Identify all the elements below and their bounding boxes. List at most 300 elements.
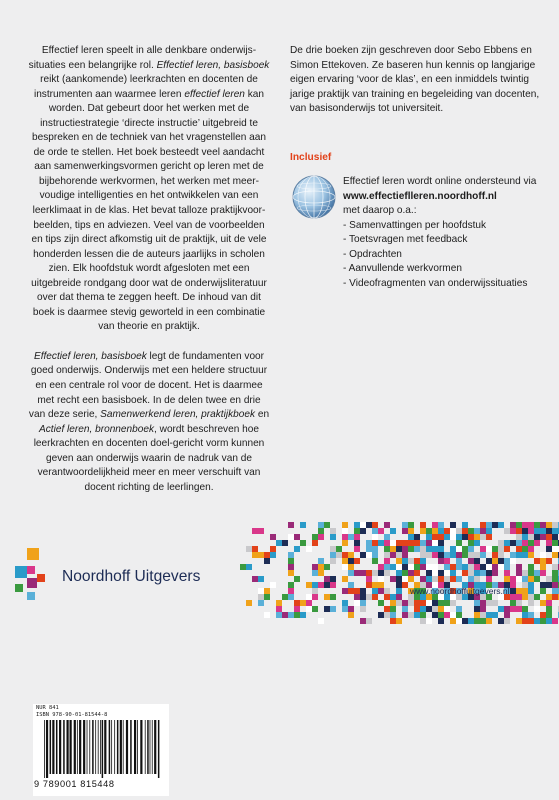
mosaic-tile — [528, 618, 534, 624]
mosaic-tile — [384, 540, 390, 546]
barcode-bar — [147, 720, 149, 774]
mosaic-tile — [534, 534, 540, 540]
mosaic-tile — [360, 606, 366, 612]
online-intro: Effectief leren wordt online ondersteund via — [343, 176, 537, 187]
mosaic-tile — [462, 546, 468, 552]
p2-run: Effectief leren, basisboek — [33, 350, 147, 362]
barcode-bar — [145, 720, 146, 774]
mosaic-tile — [480, 534, 486, 540]
mosaic-tile — [528, 540, 534, 546]
mosaic-tile — [294, 612, 300, 618]
mosaic-tile — [396, 576, 402, 582]
mosaic-tile — [540, 612, 546, 618]
mosaic-tile — [408, 546, 414, 552]
mosaic-tile — [306, 582, 312, 588]
mosaic-tile — [528, 600, 534, 606]
mosaic-tile — [408, 540, 414, 546]
mosaic-tile — [324, 564, 330, 570]
mosaic-tile — [438, 534, 444, 540]
mosaic-tile — [540, 534, 546, 540]
mosaic-tile — [288, 612, 294, 618]
mosaic-tile — [330, 558, 336, 564]
mosaic-tile — [360, 552, 366, 558]
mosaic-tile — [342, 552, 348, 558]
mosaic-tile — [504, 570, 510, 576]
mosaic-tile — [516, 534, 522, 540]
mosaic-tile — [498, 606, 504, 612]
mosaic-tile — [258, 528, 264, 534]
globe-icon — [290, 173, 338, 221]
mosaic-tile — [402, 546, 408, 552]
mosaic-tile — [528, 522, 534, 528]
mosaic-tile — [468, 570, 474, 576]
mosaic-tile — [402, 576, 408, 582]
mosaic-tile — [498, 546, 504, 552]
mosaic-tile — [324, 576, 330, 582]
mosaic-tile — [396, 588, 402, 594]
mosaic-tile — [540, 564, 546, 570]
mosaic-tile — [474, 540, 480, 546]
mosaic-tile — [546, 606, 552, 612]
mosaic-tile — [474, 576, 480, 582]
mosaic-tile — [468, 546, 474, 552]
mosaic-tile — [378, 612, 384, 618]
mosaic-tile — [510, 576, 516, 582]
mosaic-tile — [462, 522, 468, 528]
mosaic-tile — [432, 540, 438, 546]
mosaic-tile — [546, 528, 552, 534]
mosaic-tile — [456, 564, 462, 570]
mosaic-tile — [492, 552, 498, 558]
barcode-bar — [104, 720, 106, 774]
barcode-bar — [158, 720, 160, 778]
mosaic-tile — [390, 564, 396, 570]
mosaic-tile — [510, 582, 516, 588]
mosaic-tile — [432, 552, 438, 558]
mosaic-tile — [492, 600, 498, 606]
mosaic-tile — [360, 588, 366, 594]
mosaic-tile — [390, 594, 396, 600]
mosaic-tile — [552, 576, 558, 582]
mosaic-tile — [522, 618, 528, 624]
mosaic-tile — [522, 606, 528, 612]
mosaic-tile — [396, 582, 402, 588]
mosaic-tile — [396, 594, 402, 600]
mosaic-tile — [378, 570, 384, 576]
barcode-digits: 9 789001 815448 — [34, 779, 115, 789]
mosaic-tile — [522, 534, 528, 540]
mosaic-tile — [414, 600, 420, 606]
mosaic-tile — [444, 558, 450, 564]
mosaic-tile — [288, 522, 294, 528]
mosaic-tile — [258, 552, 264, 558]
mosaic-tile — [366, 576, 372, 582]
mosaic-tile — [516, 594, 522, 600]
mosaic-tile — [468, 576, 474, 582]
mosaic-tile — [540, 552, 546, 558]
mosaic-tile — [342, 606, 348, 612]
mosaic-tile — [390, 618, 396, 624]
mosaic-tile — [396, 564, 402, 570]
mosaic-tile — [252, 552, 258, 558]
mosaic-tile — [492, 558, 498, 564]
barcode-bar — [117, 720, 119, 774]
mosaic-tile — [402, 582, 408, 588]
mosaic-tile — [414, 612, 420, 618]
barcode-bar — [59, 720, 61, 774]
mosaic-tile — [528, 588, 534, 594]
mosaic-tile — [516, 600, 522, 606]
publisher-name: Noordhoff Uitgevers — [62, 568, 201, 585]
mosaic-tile — [318, 528, 324, 534]
mosaic-tile — [276, 612, 282, 618]
mosaic-tile — [396, 600, 402, 606]
mosaic-tile — [516, 588, 522, 594]
mosaic-tile — [438, 528, 444, 534]
mosaic-tile — [540, 582, 546, 588]
mosaic-tile — [282, 540, 288, 546]
mosaic-tile — [300, 540, 306, 546]
mosaic-tile — [462, 618, 468, 624]
mosaic-tile — [396, 618, 402, 624]
mosaic-tile — [552, 546, 558, 552]
online-support — [343, 175, 553, 291]
mosaic-tile — [522, 552, 528, 558]
mosaic-tile — [522, 570, 528, 576]
mosaic-tile — [408, 576, 414, 582]
barcode-bar — [111, 720, 112, 774]
mosaic-tile — [354, 528, 360, 534]
mosaic-tile — [270, 546, 276, 552]
mosaic-tile — [450, 528, 456, 534]
mosaic-tile — [468, 564, 474, 570]
mosaic-tile — [546, 576, 552, 582]
mosaic-tile — [414, 570, 420, 576]
mosaic-tile — [294, 576, 300, 582]
mosaic-tile — [510, 552, 516, 558]
mosaic-tile — [546, 594, 552, 600]
mosaic-tile — [450, 522, 456, 528]
mosaic-tile — [552, 582, 558, 588]
mosaic-tile — [516, 576, 522, 582]
p1-run: kan worden. Dat gebeurt door het werken met de instructiestrategie ‘directe instructie’ uitgebreid te bespreken en de techniek van het vragenstellen aan de orde te stellen. Het boek besteedt veel aandacht aan samenwerkingsvormen gericht op leren met de bijbehorende werkvormen, het werken met meer-voudige intelligenties en het ontwikkelen van een leerklimaat in de klas. Het bevat talloze praktijkvoor-beelden, tips en adviezen. Veel van de voorbeelden en tips zijn direct afkomstig uit de praktijk, uit de vele honderden lessen die de auteurs jaarlijks in scholen zien. Elk hoofdstuk wordt afgesloten met een uitgebreide rondgang door wat de onderwijsliteratuur over dat thema te zeggen heeft. De inhoud van dit boek is daarmee stevig geworteld in een combinatie van theorie en praktijk. — [31, 88, 267, 333]
mosaic-tile — [552, 594, 558, 600]
mosaic-tile — [312, 582, 318, 588]
mosaic-tile — [384, 558, 390, 564]
mosaic-tile — [366, 552, 372, 558]
mosaic-tile — [390, 600, 396, 606]
mosaic-tile — [348, 552, 354, 558]
mosaic-tile — [384, 552, 390, 558]
mosaic-tile — [504, 606, 510, 612]
barcode-bar — [87, 720, 88, 774]
mosaic-tile — [516, 540, 522, 546]
mosaic-tile — [402, 522, 408, 528]
mosaic-tile — [534, 618, 540, 624]
mosaic-tile — [438, 570, 444, 576]
mosaic-tile — [276, 600, 282, 606]
mosaic-tile — [414, 540, 420, 546]
mosaic-tile — [402, 540, 408, 546]
mosaic-tile — [486, 564, 492, 570]
mosaic-tile — [522, 582, 528, 588]
mosaic-tile — [252, 528, 258, 534]
mosaic-tile — [480, 600, 486, 606]
mosaic-tile — [348, 534, 354, 540]
mosaic-tile — [504, 612, 510, 618]
mosaic-tile — [354, 588, 360, 594]
mosaic-tile — [492, 612, 498, 618]
mosaic-tile — [432, 606, 438, 612]
mosaic-tile — [366, 570, 372, 576]
mosaic-tile — [546, 618, 552, 624]
mosaic-tile — [366, 522, 372, 528]
mosaic-tile — [318, 564, 324, 570]
mosaic-tile — [522, 546, 528, 552]
online-url-link[interactable]: www.effectieflleren.noordhoff.nl — [343, 190, 497, 202]
mosaic-tile — [444, 534, 450, 540]
mosaic-tile — [330, 594, 336, 600]
mosaic-tile — [390, 540, 396, 546]
mosaic-tile — [372, 582, 378, 588]
mosaic-tile — [534, 570, 540, 576]
barcode-bar — [152, 720, 153, 774]
barcode-bar — [123, 720, 124, 774]
mosaic-tile — [510, 558, 516, 564]
mosaic-tile — [540, 600, 546, 606]
authors-paragraph: De drie boeken zijn geschreven door Sebo Ebbens en Simon Ettekoven. Ze baseren hun kennis op langjarige eigen ervaring ‘voor de klas’, en een inmiddels twintig jarige praktijk van training en begeleiding van docenten, van basisonderwijs tot universiteit. — [290, 45, 540, 115]
mosaic-tile — [282, 612, 288, 618]
mosaic-tile — [510, 528, 516, 534]
mosaic-tile — [414, 564, 420, 570]
mosaic-tile — [264, 588, 270, 594]
mosaic-tile — [372, 546, 378, 552]
mosaic-tile — [324, 594, 330, 600]
mosaic-tile — [456, 576, 462, 582]
mosaic-tile — [288, 582, 294, 588]
mosaic-tile — [534, 594, 540, 600]
mosaic-tile — [402, 600, 408, 606]
feature-list-item: - Aanvullende werkvormen — [343, 262, 553, 277]
mosaic-tile — [348, 588, 354, 594]
mosaic-tile — [516, 564, 522, 570]
mosaic-tile — [372, 540, 378, 546]
mosaic-tile — [384, 570, 390, 576]
mosaic-tile — [522, 540, 528, 546]
mosaic-tile — [264, 558, 270, 564]
mosaic-tile — [366, 582, 372, 588]
mosaic-tile — [462, 552, 468, 558]
mosaic-tile — [426, 570, 432, 576]
mosaic-tile — [360, 570, 366, 576]
mosaic-tile — [486, 522, 492, 528]
mosaic-tile — [246, 564, 252, 570]
publisher-url-link[interactable]: www.noordhoffuitgevers.nl — [410, 586, 510, 596]
mosaic-tile — [360, 522, 366, 528]
mosaic-tile — [312, 594, 318, 600]
mosaic-tile — [318, 582, 324, 588]
mosaic-tile — [270, 582, 276, 588]
mosaic-tile — [372, 534, 378, 540]
barcode-bar — [114, 720, 115, 774]
mosaic-tile — [246, 600, 252, 606]
mosaic-tile — [462, 534, 468, 540]
mosaic-tile — [528, 528, 534, 534]
mosaic-tile — [474, 552, 480, 558]
mosaic-tile — [534, 606, 540, 612]
mosaic-tile — [240, 564, 246, 570]
mosaic-tile — [504, 528, 510, 534]
mosaic-tile — [456, 618, 462, 624]
authors-column — [290, 44, 540, 117]
mosaic-tile — [492, 570, 498, 576]
mosaic-tile — [462, 570, 468, 576]
description-paragraph-1 — [28, 44, 270, 335]
barcode-bar — [95, 720, 96, 774]
mosaic-tile — [306, 600, 312, 606]
mosaic-tile — [264, 552, 270, 558]
mosaic-tile — [474, 528, 480, 534]
mosaic-tile — [474, 606, 480, 612]
noordhoff-logo-icon — [13, 548, 53, 604]
mosaic-tile — [312, 540, 318, 546]
mosaic-tile — [306, 594, 312, 600]
mosaic-tile — [276, 606, 282, 612]
mosaic-tile — [444, 612, 450, 618]
mosaic-tile — [390, 546, 396, 552]
barcode-bar — [137, 720, 138, 774]
mosaic-tile — [288, 534, 294, 540]
barcode-bar — [134, 720, 136, 774]
mosaic-tile — [444, 564, 450, 570]
mosaic-tile — [486, 558, 492, 564]
mosaic-tile — [480, 528, 486, 534]
mosaic-tile — [438, 522, 444, 528]
mosaic-tile — [492, 546, 498, 552]
mosaic-tile — [390, 528, 396, 534]
feature-list — [343, 219, 553, 292]
mosaic-tile — [390, 552, 396, 558]
mosaic-tile — [516, 606, 522, 612]
mosaic-tile — [480, 564, 486, 570]
mosaic-tile — [528, 564, 534, 570]
mosaic-tile — [516, 522, 522, 528]
p1-run: Effectief leren speelt in alle denkbare onderwijs-situaties een belangrijke rol. — [28, 45, 257, 71]
mosaic-tile — [504, 618, 510, 624]
barcode-icon — [44, 720, 162, 778]
p2-run: en — [255, 409, 270, 421]
barcode-bar — [100, 720, 101, 774]
mosaic-tile — [312, 606, 318, 612]
mosaic-tile — [444, 576, 450, 582]
mosaic-tile — [438, 606, 444, 612]
mosaic-tile — [528, 546, 534, 552]
description-column — [28, 44, 270, 510]
mosaic-tile — [372, 558, 378, 564]
mosaic-tile — [342, 528, 348, 534]
mosaic-tile — [426, 618, 432, 624]
mosaic-tile — [540, 588, 546, 594]
mosaic-tile — [474, 558, 480, 564]
mosaic-tile — [258, 588, 264, 594]
mosaic-tile — [420, 546, 426, 552]
mosaic-tile — [288, 570, 294, 576]
mosaic-tile — [420, 552, 426, 558]
p2-run: , wordt beschreven hoe leerkrachten en docenten doel-gericht vorm kunnen geven aan onderwijs waarin de nadruk van de verantwoordelijkheid meer en meer verschuift van docent richting de leerlingen. — [33, 423, 265, 493]
mosaic-tile — [366, 546, 372, 552]
mosaic-tile — [468, 618, 474, 624]
mosaic-tile — [342, 558, 348, 564]
mosaic-tile — [264, 594, 270, 600]
mosaic-tile — [408, 528, 414, 534]
mosaic-tile — [402, 612, 408, 618]
mosaic-tile — [342, 540, 348, 546]
mosaic-tile — [384, 594, 390, 600]
mosaic-tile — [426, 534, 432, 540]
mosaic-tile — [528, 552, 534, 558]
mosaic-tile — [474, 612, 480, 618]
mosaic-tile — [480, 618, 486, 624]
mosaic-tile — [378, 600, 384, 606]
mosaic-tile — [438, 558, 444, 564]
mosaic-tile — [492, 564, 498, 570]
mosaic-tile — [372, 588, 378, 594]
mosaic-tile — [552, 534, 558, 540]
mosaic-tile — [438, 600, 444, 606]
mosaic-tile — [276, 540, 282, 546]
mosaic-tile — [342, 600, 348, 606]
mosaic-tile — [330, 576, 336, 582]
mosaic-tile — [426, 564, 432, 570]
mosaic-tile — [522, 576, 528, 582]
mosaic-tile — [546, 540, 552, 546]
mosaic-tile — [498, 558, 504, 564]
mosaic-tile — [396, 570, 402, 576]
mosaic-tile — [480, 522, 486, 528]
mosaic-tile — [330, 546, 336, 552]
mosaic-tile — [432, 612, 438, 618]
mosaic-tile — [456, 546, 462, 552]
mosaic-tile — [546, 600, 552, 606]
barcode-bar — [126, 720, 128, 774]
mosaic-tile — [456, 534, 462, 540]
mosaic-tile — [528, 612, 534, 618]
mosaic-tile — [294, 606, 300, 612]
mosaic-tile — [450, 552, 456, 558]
mosaic-tile — [516, 570, 522, 576]
mosaic-tile — [414, 558, 420, 564]
mosaic-tile — [528, 576, 534, 582]
mosaic-tile — [438, 576, 444, 582]
mosaic-tile — [456, 552, 462, 558]
mosaic-tile — [288, 588, 294, 594]
mosaic-tile — [318, 570, 324, 576]
feature-list-item: - Opdrachten — [343, 248, 553, 263]
mosaic-tile — [378, 540, 384, 546]
mosaic-tile — [360, 528, 366, 534]
mosaic-tile — [516, 546, 522, 552]
mosaic-tile — [294, 600, 300, 606]
mosaic-tile — [474, 534, 480, 540]
mosaic-tile — [450, 534, 456, 540]
mosaic-tile — [348, 582, 354, 588]
barcode-bar — [50, 720, 52, 774]
mosaic-tile — [456, 612, 462, 618]
mosaic-tile — [480, 606, 486, 612]
mosaic-tile — [354, 546, 360, 552]
mosaic-tile — [336, 552, 342, 558]
mosaic-tile — [546, 582, 552, 588]
